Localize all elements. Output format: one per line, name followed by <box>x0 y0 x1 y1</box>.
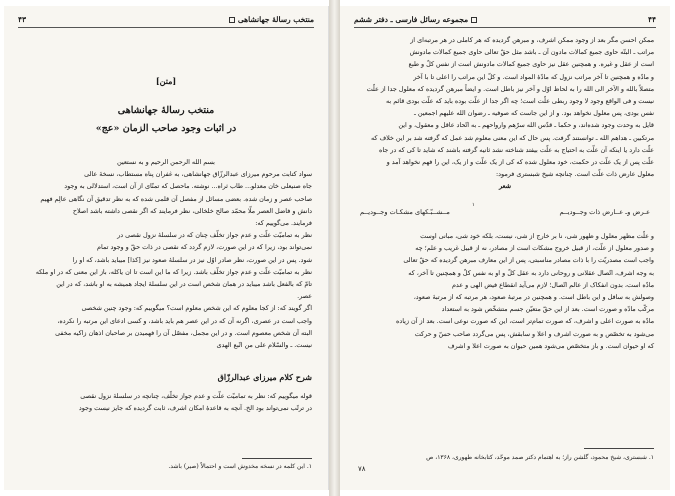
footnote-marker: ۱ <box>472 202 475 208</box>
page-number: ۴۳ <box>18 15 27 24</box>
running-header <box>18 14 314 28</box>
text-line: مادّه به صورت اعلی و اشرف، که صورت تمام‌تر است، این که صورت نوعی است. بعد از آن زیاده <box>396 317 654 326</box>
running-header-title: مجموعه رسائل فارسی ـ دفتر ششم <box>354 15 480 24</box>
text-line: معلول عارض ذات علّت است. چنانچه شیخ شبستری فرمود: <box>496 170 654 179</box>
text-line: اگر گویند که: از کجا معلوم که این شخص معلوم است؟ میگوییم که: وجود چنین شخصی <box>81 304 312 313</box>
text-line: علّت پس از یک علّت در حکمت، خود معلول شده که کی از یک علّت و از یک، این را فهم نخواهد آمد و <box>386 158 654 167</box>
text-line: نمی‌تواند بود، زیرا که در این صورت، لازم گردد که نقصی در ذات حقّ و وجود تمام <box>97 243 312 252</box>
text-line: متصلاً بالله و الآخر الی الله را به لحاظ اوّل و آخر نیز باطل است. و ایضاً مبرهن گردیده که معلول جدا از علّت <box>366 84 654 93</box>
text-line: است از عقل و غیره. و همچنین عقل نیز حاوی جمیع کمالات مادونش است از نفس کلّ و طبع <box>408 60 654 69</box>
text-line: و علّت مظهر معلول و ظهور شی، نا بر خارج از شی، نیست، بلکه خود شی، مبانی اوست <box>420 232 654 240</box>
main-text <box>356 34 654 193</box>
text-line: سواد کتابت مرحوم میرزای عبدالرزّاق جهانشاهی، به غفران پناه مستطاب، نسخۀ عالی <box>84 170 312 179</box>
footnote: ۱. این کلمه در نسخه مخدوش است و احتمالاً (صیر) باشد. <box>168 463 312 470</box>
verse-title: شعر <box>499 182 511 191</box>
text-line: می‌شود به تخصّص و به صورت اشرف و اعلا و سابقش، پس می‌گردد صاحب حسّ و حرکت <box>414 329 654 338</box>
page-number: ۴۴ <box>647 15 656 24</box>
text-line: نظر به تمامیّت علّت و عدم جواز تخلّف چنان که در سلسلۀ نزول نقصی در <box>117 231 312 240</box>
text-line: و صدور معلول از علّت، از قبیل خروج مشکات است از مصادر، نه از قبیل غریب و علم؛ چه <box>415 244 654 253</box>
square-ornament-icon <box>471 17 477 23</box>
footnote-page-ref: ۷۸ <box>358 465 366 473</box>
text-line: مادّه است، بدون انفکاک از عالم اتّصال؛ لازم می‌آید انقطاع فیض الهی و عدم <box>451 280 654 289</box>
text-line: به وجه اشرف، اتّصال عقلانی و روحانی دارد به عقل کلّ و او به نفس کلّ و همچنین تا آخر، که <box>408 268 654 277</box>
text-line: واجب است مصدریّت را با ذات مصادر مناسبتی، پس از این معارف مبرهن گردیده که حقّ تعالی <box>403 256 654 265</box>
text-line: نفس بودی، پس معلول نخواهد بود. و از این جاست که صوفیه ـ رضوان الله علیهم اجمعین ـ <box>414 109 654 118</box>
text-line: مرکّب مادّه و صورت است. بعد از این حقّ متعیّن جسم متشخّص شود به استعداد <box>441 305 654 314</box>
verse-hemistich: مــشــبّـکهای مشکـات وجــودیــم <box>360 208 450 216</box>
text-line: وصولش به سافل و این باطل است. و همچنین در مرتبۀ صعود، هر مرتبه که از مرتبۀ صعود، <box>413 293 654 302</box>
left-page <box>4 6 329 490</box>
text-line: دانش و فاضل العصر ملّا محمّد صالح خلخالی، نظر فرمایند که اگر نقصی داشته باشد اصلاح <box>72 206 312 215</box>
footnote: ۱. شبستری، شیخ محمود، گلشن راز؛ به اهتمام دکتر صمد موحّد، کتابخانه طهوری، ۱۳۶۸، ص <box>426 454 654 461</box>
text-line: قوله میگوییم که: نظر به تمامیّت علّت و عدم جواز تخلّف، چنانچه در سلسلۀ نزول نقصی <box>80 392 312 400</box>
text-line: واجب است در عصری، اگرنه آن که در این عصر هم باید باشد، و کسی ادعای این مرتبه را نکرده، <box>57 316 312 325</box>
running-header-title: منتخب رسالۀ جهانشاهی <box>226 15 314 24</box>
page-subtitle: در اثبات وجود صاحب الزمان «عج» <box>95 123 237 134</box>
footnote-divider <box>584 448 654 449</box>
text-line: صاحب عصر و زمان شده. بعضی مسائل از مفصل آن قلمی شده که به نظر تدقیق آن نگاهی عالِم فهیم <box>40 194 312 203</box>
matn-label: [متن] <box>155 76 177 86</box>
text-line: مرتکبین ـ هداهم الله ـ توانستند گرفت. پس حال که این معنی معلوم شد عمل که گرفته شد بر این خلاف که <box>370 133 654 142</box>
square-ornament-icon <box>229 17 235 23</box>
text-line: فرمایند. می‌گوییم که: <box>255 219 312 228</box>
text-line: عصر. <box>297 292 312 301</box>
text-line: البته آن شخص معصوم است. و در این مجمل، مفصّل آن را فهمیدن بر صاحبان اذهان زاکیه مخفی <box>55 328 312 337</box>
text-line: علّت دارد یا اینکه آن علّت به احتیاج به علّت بیفتد شناخته نشد ثانیه گرفته باشند که شاید تا کی که در جاه <box>379 145 654 154</box>
text-line: در ترتّب نمی‌تواند بود الخ. آنچه به قاعدۀ امکان اشرف، ثابت گردیده که جایز نیست وجود <box>78 404 312 413</box>
right-page <box>340 6 670 490</box>
running-header <box>354 14 656 28</box>
main-text-continued <box>356 230 654 352</box>
text-line: بسم الله الرحمن الرحیم و به نستعین <box>117 158 215 166</box>
book-gutter <box>329 0 340 496</box>
text-line: نیست. ـ والسّلام علی من اتّبع الهدی <box>216 341 312 350</box>
text-line: مراتب ـ البتّه حاوی جمیع کمالات مادون آن ـ باشد مثل حقّ تعالی حاوی جمیع کمالات مادونش <box>409 48 654 57</box>
section-text <box>20 390 312 414</box>
page-title: منتخب رسالۀ جهانشاهی <box>117 105 215 116</box>
text-line: که او حیوان است. و باز متخصّص می‌شود همین حیوان به صورت اعلا و اشرف <box>447 341 654 350</box>
text-line: و مادّه و همچنین تا آخر مراتب نزول که مادّۀ المواد است. و کلّ این مراتب را اعلی تا با آخر <box>413 72 654 81</box>
footnote-divider <box>242 458 312 459</box>
text-line: نظر به تمامیّت علّت و عدم جواز تخلّف باشد. زیرا که ما این است تا ان یاکله، باز این معنی که در او ملکه <box>35 267 312 276</box>
text-line: قایل به وحدت وجود شده‌اند، و حکما ـ قدّس الله سرّهم وارواحهم ـ به اتّحاد عاقل و معقول، و این <box>398 121 654 130</box>
verse-hemistich: عـرض وـ عــارض ذات وجــودیــم <box>559 208 650 216</box>
main-text <box>20 156 312 351</box>
verse-couplet <box>360 202 650 220</box>
text-line: نیست و فی الواقع وجود لا وجود ربطی علّت است؛ چه اگر جدا از علّت بوده باید که علّت بودی قائم به <box>386 97 654 106</box>
text-line: ممکن احسن مگر بعد از وجود ممکن اشرف، و مبرهن گردیده که هر کاملی در هر مرتبه‌ای از <box>410 36 654 44</box>
text-line: شود. پس در این صورت، نظر صادر اوّل نیز در سلسلۀ صعود نیز [کذا] میباید باشد، که او را <box>72 255 312 264</box>
text-line: جاه صنیعلی خان معدلو... طاب ثراه... نوشته. ماحصل که تمنّای از آن است، استدلالی به وجود <box>64 182 312 191</box>
text-line: تامّ که بالفعل باشد میباید در همان شخص است در این سلسلۀ ایجاد همیشه به او باشد، که در این <box>56 280 312 289</box>
section-heading: شرح کلام میرزای عبدالرزّاق <box>217 372 312 382</box>
